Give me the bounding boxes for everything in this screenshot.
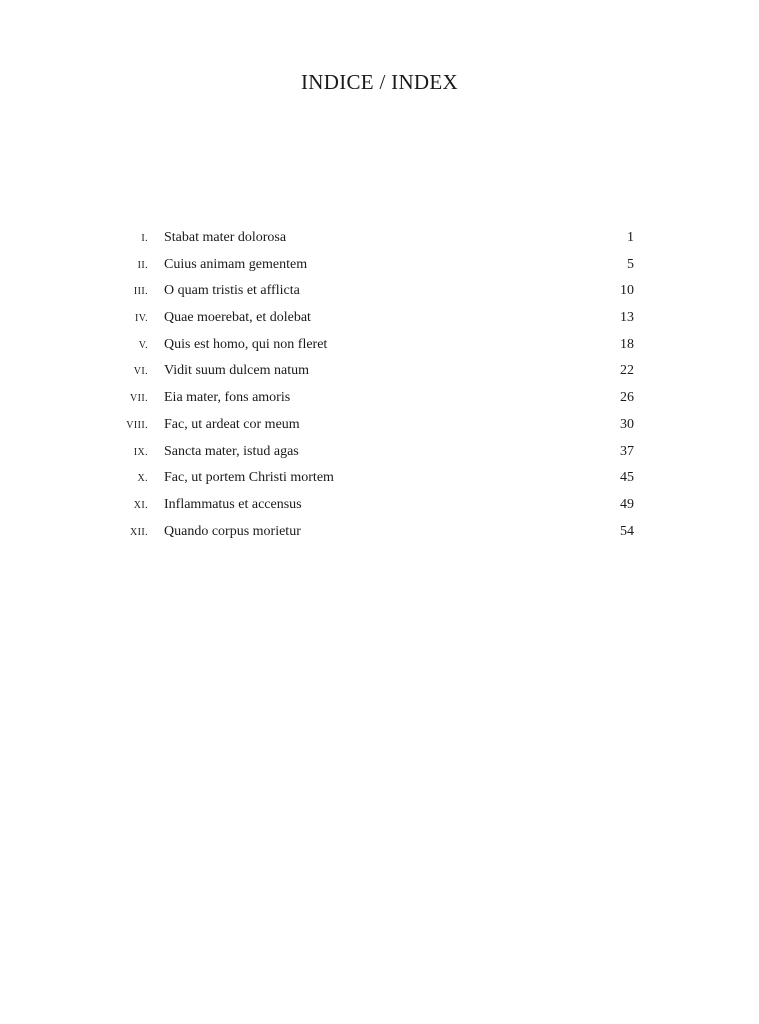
toc-entry-page: 22	[620, 363, 634, 379]
toc-entry	[100, 253, 635, 280]
toc-entry-title: Fac, ut portem Christi mortem	[164, 470, 334, 486]
table-of-contents	[100, 226, 635, 546]
toc-entry-title: Eia mater, fons amoris	[164, 390, 291, 406]
toc-entry-page: 45	[620, 470, 634, 486]
toc-entry-title: Cuius animam gementem	[164, 256, 308, 272]
toc-entry-number: VI.	[133, 366, 148, 378]
toc-entry	[100, 520, 635, 547]
toc-entry-title: Quae moerebat, et dolebat	[164, 310, 311, 326]
toc-entry-number: II.	[137, 259, 148, 271]
toc-entry-page: 49	[620, 496, 634, 512]
toc-entry-number: VII.	[130, 393, 148, 405]
toc-entry-page: 5	[627, 256, 634, 272]
toc-entry-page: 1	[627, 230, 634, 245]
toc-entry-number: IX.	[133, 446, 148, 458]
toc-entry	[100, 413, 635, 440]
toc-entry-number: XI.	[133, 499, 148, 511]
toc-entry-title: O quam tristis et afflicta	[164, 283, 300, 299]
page-title: INDICE / INDEX	[300, 70, 458, 94]
toc-entry	[100, 279, 635, 306]
toc-entry-page: 54	[620, 523, 634, 539]
toc-entry-page: 37	[620, 443, 634, 459]
toc-entry-title: Quando corpus morietur	[164, 523, 301, 539]
toc-entry-page: 30	[620, 416, 634, 432]
toc-entry-title: Fac, ut ardeat cor meum	[164, 416, 300, 432]
toc-entry-number: X.	[137, 473, 148, 485]
toc-entry-page: 26	[620, 390, 634, 406]
toc-entry-number: I.	[141, 233, 148, 244]
toc-entry-number: VIII.	[126, 419, 148, 431]
toc-entry	[100, 440, 635, 467]
toc-entry-title: Inflammatus et accensus	[164, 496, 302, 512]
toc-entry-page: 13	[620, 310, 634, 326]
toc-entry-number: V.	[138, 339, 148, 351]
toc-entry	[100, 333, 635, 360]
toc-entry	[100, 226, 635, 253]
toc-entry-page: 18	[620, 336, 634, 352]
toc-entry	[100, 306, 635, 333]
toc-entry-title: Quis est homo, qui non fleret	[164, 336, 328, 352]
toc-entry	[100, 386, 635, 413]
toc-entry-title: Stabat mater dolorosa	[164, 230, 287, 245]
toc-entry	[100, 466, 635, 493]
toc-entry-title: Sancta mater, istud agas	[164, 443, 299, 459]
toc-entry-page: 10	[620, 283, 634, 299]
toc-entry-number: III.	[133, 286, 148, 298]
toc-entry-number: IV.	[135, 313, 148, 325]
toc-entry	[100, 359, 635, 386]
toc-entry-title: Vidit suum dulcem natum	[164, 363, 309, 379]
toc-entry-number: XII.	[130, 526, 148, 538]
toc-entry	[100, 493, 635, 520]
